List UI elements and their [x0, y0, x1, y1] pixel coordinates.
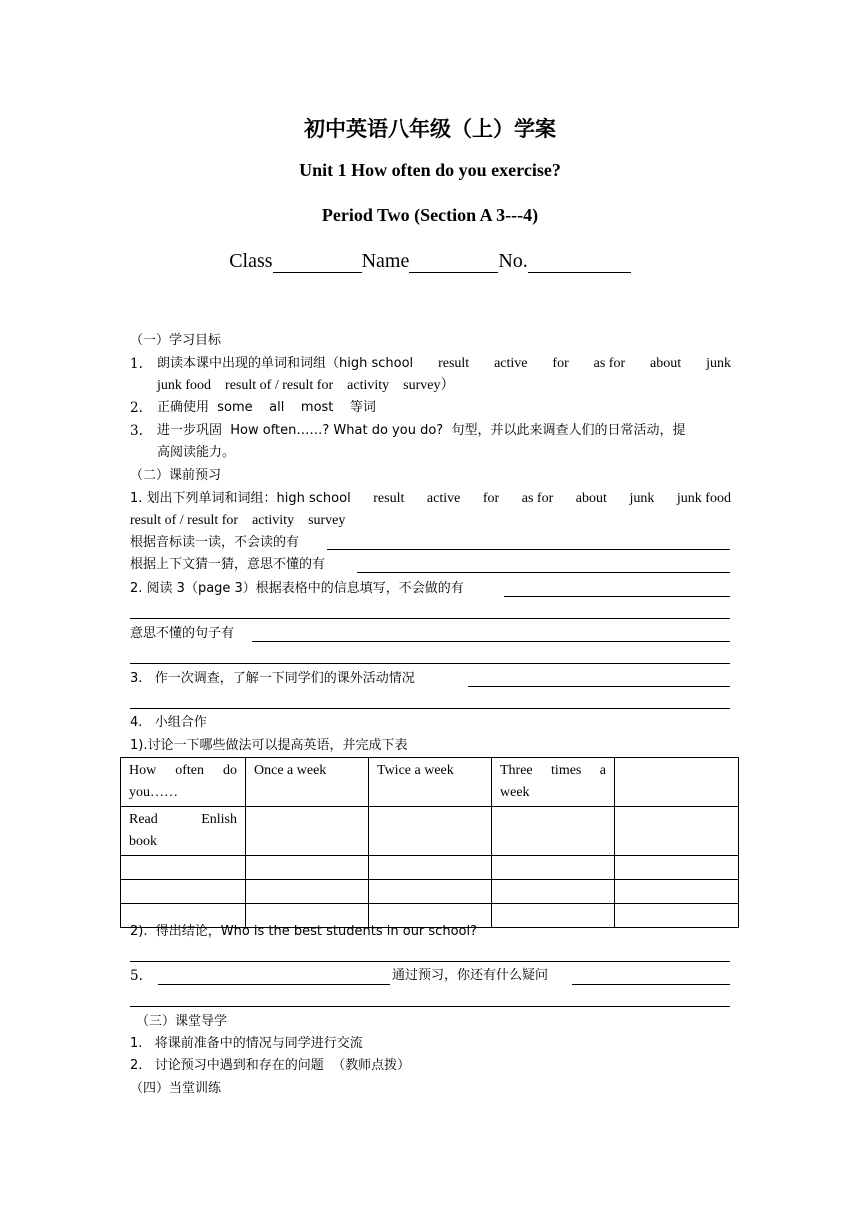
- table-row: [121, 856, 739, 880]
- answer-line[interactable]: [130, 961, 730, 962]
- goal-3-number: 3.: [130, 423, 143, 439]
- goal-1-word: as for: [593, 356, 626, 371]
- goal-1-word: junk: [706, 356, 731, 371]
- table-cell[interactable]: [246, 856, 369, 880]
- period-title: Period Two (Section A 3---4): [321, 205, 539, 225]
- goal-1-line: [157, 354, 731, 374]
- unclear-sentence-prompt: 意思不懂的句子有: [130, 626, 235, 641]
- preview-1-lead: 1. 划出下列单词和词组：high school: [130, 491, 351, 506]
- section-heading-preview: （二）课前预习: [130, 468, 222, 483]
- table-cell[interactable]: [246, 880, 369, 904]
- goal-1-continuation: junk food result of / result for activity survey）: [157, 378, 455, 393]
- header-word: times: [551, 763, 582, 778]
- table-cell[interactable]: [615, 904, 739, 928]
- table-cell[interactable]: [492, 880, 615, 904]
- header-word: do: [223, 763, 237, 778]
- goal-3-continuation: 高阅读能力。: [157, 445, 236, 460]
- table-header-cell: [121, 758, 246, 807]
- table-cell[interactable]: [369, 856, 492, 880]
- row-word: book: [129, 834, 157, 849]
- section-heading-practice: （四）当堂训练: [130, 1081, 222, 1096]
- table-cell[interactable]: [615, 856, 739, 880]
- header-word: you……: [129, 785, 178, 800]
- reading-task-prompt: 2. 阅读 3（page 3）根据表格中的信息填写，不会做的有: [130, 581, 464, 596]
- header-word: How: [129, 763, 157, 778]
- question-5-number: 5.: [130, 968, 143, 984]
- goal-1-word: active: [494, 356, 528, 371]
- table-cell[interactable]: [369, 880, 492, 904]
- remaining-questions-blank[interactable]: [572, 984, 730, 985]
- class-label: Class: [229, 250, 273, 272]
- goal-2-number: 2.: [130, 400, 143, 416]
- answer-line[interactable]: [130, 1006, 730, 1007]
- table-cell[interactable]: [615, 807, 739, 856]
- unit-title: Unit 1 How often do you exercise?: [299, 160, 561, 180]
- goal-1-word: result: [438, 356, 470, 371]
- class-blank[interactable]: [273, 256, 362, 273]
- remaining-questions-prompt: 通过预习，你还有什么疑问: [392, 968, 549, 983]
- goal-1-text: 朗读本课中出现的单词和词组（high school: [157, 356, 414, 371]
- table-cell[interactable]: [492, 904, 615, 928]
- table-cell[interactable]: [492, 856, 615, 880]
- table-header-cell: Twice a week: [369, 758, 492, 807]
- preview-1-word: as for: [521, 491, 554, 506]
- page-title: 初中英语八年级（上）学案: [304, 117, 556, 141]
- table-cell[interactable]: [369, 807, 492, 856]
- read-aloud-prompt: 根据音标读一读，不会读的有: [130, 535, 300, 550]
- unclear-sentence-blank[interactable]: [252, 641, 730, 642]
- row-word: Enlish: [201, 812, 237, 827]
- student-info-line: [0, 250, 860, 273]
- preview-1-word: junk: [629, 491, 655, 506]
- header-word: Three: [500, 763, 533, 778]
- conclusion-prompt: 2). 得出结论，Who is the best students in our school?: [130, 924, 477, 939]
- goal-1-number: 1.: [130, 356, 143, 372]
- number-blank[interactable]: [528, 256, 631, 273]
- preview-1-word: for: [482, 491, 500, 506]
- question-5-blank[interactable]: [158, 984, 390, 985]
- table-cell[interactable]: [121, 880, 246, 904]
- header-word: a: [599, 763, 606, 778]
- name-label: Name: [361, 250, 410, 272]
- section-heading-classroom: （三）课堂导学: [136, 1014, 228, 1029]
- table-header-cell: Once a week: [246, 758, 369, 807]
- goal-1-word: about: [650, 356, 682, 371]
- table-cell[interactable]: [615, 880, 739, 904]
- table-cell[interactable]: [615, 758, 739, 807]
- classroom-item-1: 1. 将课前准备中的情况与同学进行交流: [130, 1036, 363, 1051]
- number-label: No.: [498, 250, 528, 272]
- reading-task-blank[interactable]: [504, 596, 730, 597]
- read-aloud-blank[interactable]: [327, 549, 730, 550]
- classroom-item-2: 2. 讨论预习中遇到和存在的问题 （教师点拨）: [130, 1058, 411, 1073]
- header-word: week: [500, 785, 530, 800]
- table-header-row: [121, 758, 739, 807]
- header-word: often: [175, 763, 204, 778]
- name-blank[interactable]: [409, 256, 498, 273]
- section-heading-goals: （一）学习目标: [130, 333, 222, 348]
- table-row: [121, 807, 739, 856]
- table-row-label: [121, 807, 246, 856]
- guess-meaning-blank[interactable]: [357, 572, 730, 573]
- goal-1-word: for: [552, 356, 569, 371]
- table-cell[interactable]: [492, 807, 615, 856]
- table-row: [121, 880, 739, 904]
- group-work-heading: 4. 小组合作: [130, 715, 207, 730]
- table-cell[interactable]: [121, 856, 246, 880]
- goal-2-text: 正确使用 some all most 等词: [157, 400, 376, 415]
- preview-1-word: about: [575, 491, 607, 506]
- frequency-table: [120, 757, 739, 928]
- survey-blank[interactable]: [468, 686, 730, 687]
- table-header-cell: [492, 758, 615, 807]
- survey-prompt: 3. 作一次调查，了解一下同学们的课外活动情况: [130, 671, 415, 686]
- preview-1-word: active: [426, 491, 461, 506]
- guess-meaning-prompt: 根据上下文猜一猜，意思不懂的有: [130, 557, 326, 572]
- table-cell[interactable]: [246, 807, 369, 856]
- preview-1-word: result: [373, 491, 405, 506]
- answer-line[interactable]: [130, 708, 730, 709]
- answer-line[interactable]: [130, 618, 730, 619]
- answer-line[interactable]: [130, 663, 730, 664]
- row-word: Read: [129, 812, 158, 827]
- discussion-prompt: 1).讨论一下哪些做法可以提高英语，并完成下表: [130, 738, 408, 753]
- goal-3-text: 进一步巩固 How often……? What do you do? 句型，并以此来调查人们的日常活动，提: [157, 423, 686, 438]
- preview-1-word: junk food: [676, 491, 731, 506]
- preview-1-line: [130, 489, 731, 509]
- preview-1-continuation: result of / result for activity survey: [130, 513, 346, 528]
